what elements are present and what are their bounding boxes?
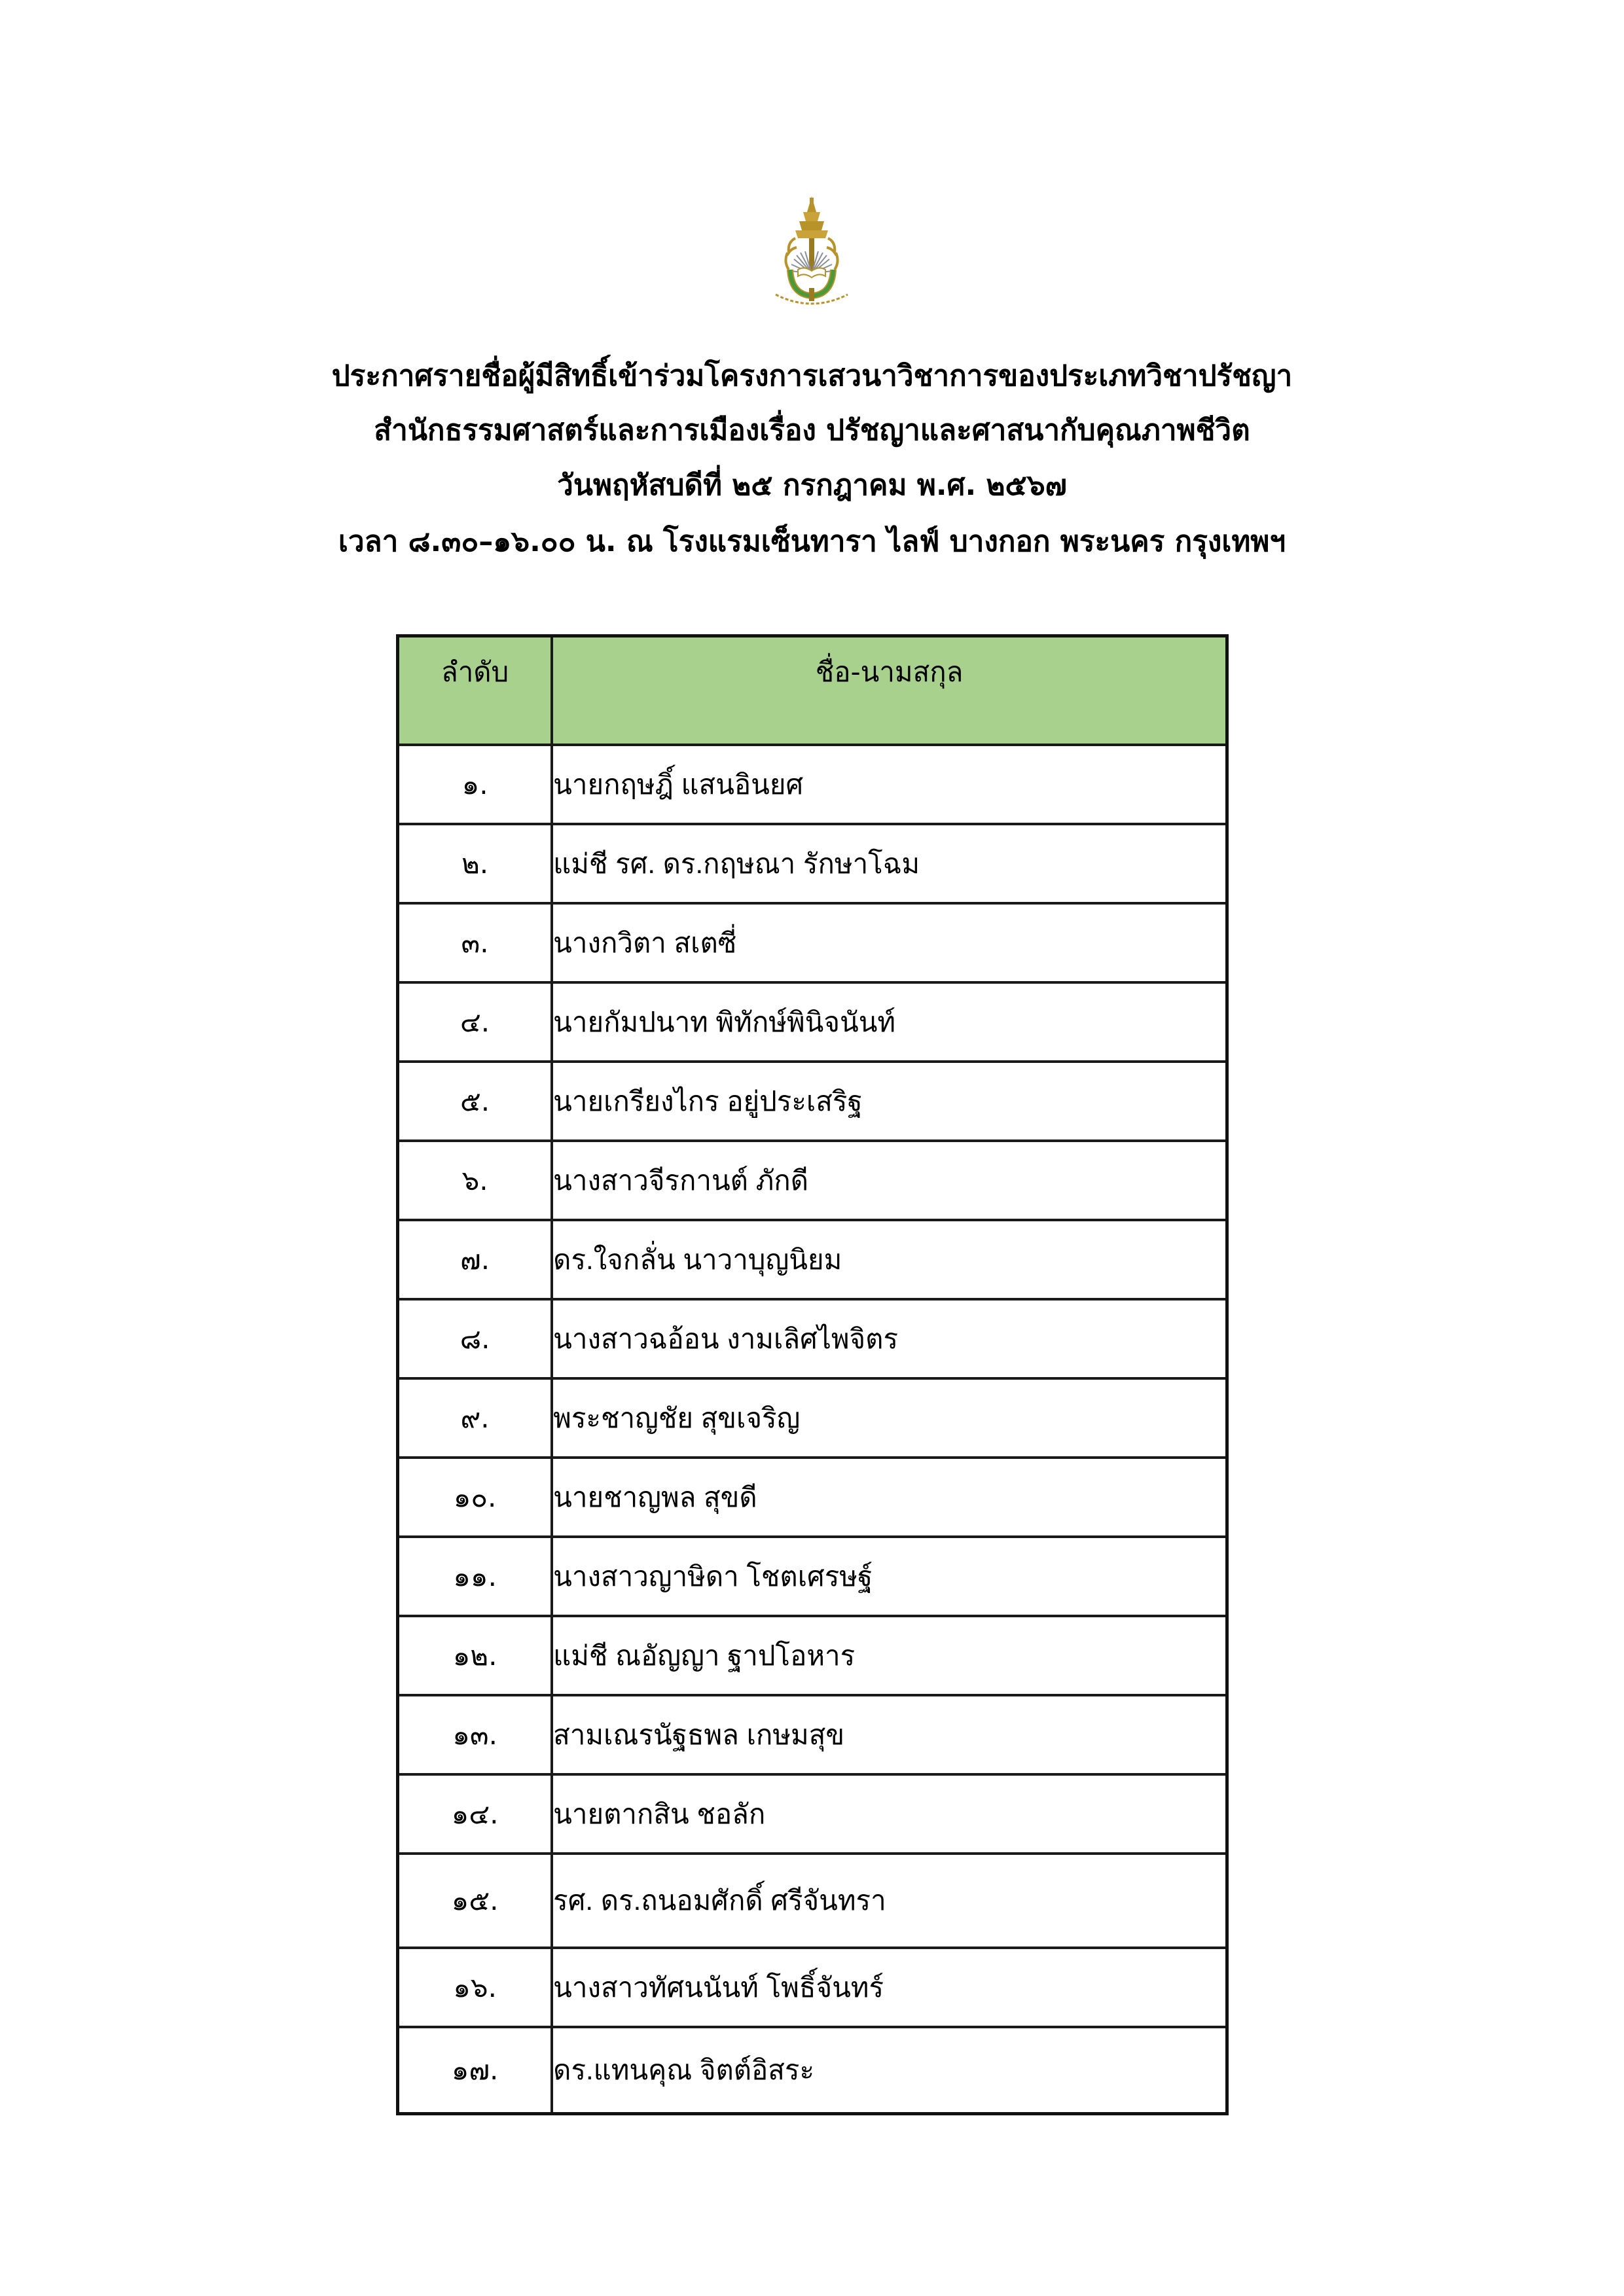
announcement-title: ประกาศรายชื่อผู้มีสิทธิ์เข้าร่วมโครงการเสวนาวิชาการของประเภทวิชาปรัชญา: [331, 359, 1293, 393]
participant-name: ดร.แทนคุณ จิตต์อิสระ: [552, 2027, 1227, 2114]
participant-name: นางสาวฉอ้อน งามเลิศไพจิตร: [552, 1299, 1227, 1378]
row-number: ๓.: [398, 903, 552, 982]
table-row: [398, 1774, 1227, 1854]
row-number: ๑.: [398, 745, 552, 824]
row-number: ๑๖.: [398, 1948, 552, 2027]
event-date: วันพฤหัสบดีที่ ๒๕ กรกฎาคม พ.ศ. ๒๕๖๗: [557, 469, 1067, 502]
participant-name: นางสาวญาษิดา โชตเศรษฐ์: [552, 1537, 1227, 1616]
table-row: [398, 1141, 1227, 1220]
row-number: ๖.: [398, 1141, 552, 1220]
row-number: ๑๔.: [398, 1774, 552, 1854]
table-header-row: [398, 636, 1227, 745]
participant-name: นายกฤษฎิ์ แสนอินยศ: [552, 745, 1227, 824]
row-number: ๑๗.: [398, 2027, 552, 2114]
participant-name: นายตากสิน ชอลัก: [552, 1774, 1227, 1854]
participant-name: นายกัมปนาท พิทักษ์พินิจนันท์: [552, 982, 1227, 1062]
table-row: [398, 1299, 1227, 1378]
participant-name: แม่ชี ณอัญญา ฐาปโอหาร: [552, 1616, 1227, 1695]
participant-name: นายชาญพล สุขดี: [552, 1458, 1227, 1537]
participant-name: รศ. ดร.ถนอมศักดิ์ ศรีจันทรา: [552, 1854, 1227, 1948]
table-row: [398, 745, 1227, 824]
column-header-no: ลำดับ: [398, 636, 552, 745]
event-subtitle: สำนักธรรมศาสตร์และการเมืองเรื่อง ปรัชญาและศาสนากับคุณภาพชีวิต: [374, 414, 1250, 447]
row-number: ๔.: [398, 982, 552, 1062]
table-row: [398, 1948, 1227, 2027]
event-time-venue: เวลา ๘.๓๐–๑๖.๐๐ น. ณ โรงแรมเซ็นทารา ไลฟ์ บางกอก พระนคร กรุงเทพฯ: [338, 525, 1286, 558]
emblem-logo: [769, 196, 854, 311]
table-row: [398, 2027, 1227, 2114]
row-number: ๕.: [398, 1062, 552, 1141]
table-row: [398, 1220, 1227, 1299]
row-number: ๙.: [398, 1378, 552, 1458]
table-row: [398, 1378, 1227, 1458]
row-number: ๑๑.: [398, 1537, 552, 1616]
participant-name: สามเณรนัฐธพล เกษมสุข: [552, 1695, 1227, 1774]
participant-name: นางสาวทัศนนันท์ โพธิ์จันทร์: [552, 1948, 1227, 2027]
table-row: [398, 982, 1227, 1062]
table-row: [398, 903, 1227, 982]
row-number: ๑๕.: [398, 1854, 552, 1948]
table-row: [398, 1854, 1227, 1948]
participant-name: นางกวิตา สเตซี่: [552, 903, 1227, 982]
row-number: ๑๐.: [398, 1458, 552, 1537]
row-number: ๑๓.: [398, 1695, 552, 1774]
table-row: [398, 1062, 1227, 1141]
participant-name: นายเกรียงไกร อยู่ประเสริฐ: [552, 1062, 1227, 1141]
participant-name: ดร.ใจกลั่น นาวาบุญนิยม: [552, 1220, 1227, 1299]
participant-name: นางสาวจีรกานต์ ภักดี: [552, 1141, 1227, 1220]
table-row: [398, 824, 1227, 903]
table-row: [398, 1537, 1227, 1616]
row-number: ๒.: [398, 824, 552, 903]
row-number: ๘.: [398, 1299, 552, 1378]
row-number: ๑๒.: [398, 1616, 552, 1695]
row-number: ๗.: [398, 1220, 552, 1299]
column-header-name: ชื่อ-นามสกุล: [552, 636, 1227, 745]
table-row: [398, 1695, 1227, 1774]
table-row: [398, 1616, 1227, 1695]
table-row: [398, 1458, 1227, 1537]
participants-table: [396, 634, 1229, 2115]
participant-name: แม่ชี รศ. ดร.กฤษณา รักษาโฉม: [552, 824, 1227, 903]
participant-name: พระชาญชัย สุขเจริญ: [552, 1378, 1227, 1458]
